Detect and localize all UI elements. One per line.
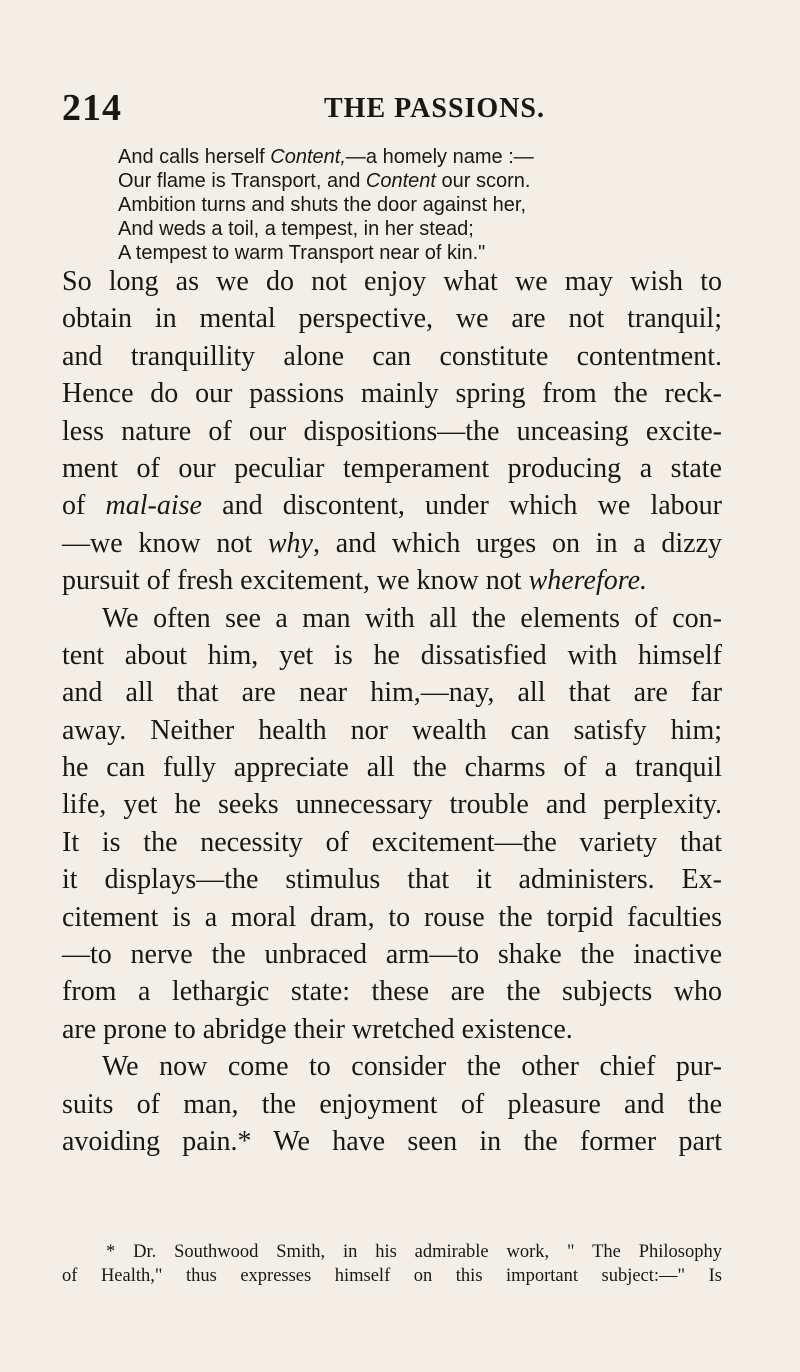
text-run: So long as we do not enjoy what we may wish to: [62, 266, 722, 297]
text-line: [62, 1048, 722, 1085]
italic-text: Content,: [270, 146, 346, 168]
text-run: he can fully appreciate all the charms of a tranquil: [62, 752, 722, 784]
text-run: ment of our peculiar temperament producing a state: [62, 452, 722, 484]
verse-line: [118, 193, 758, 217]
text-line: [62, 525, 722, 562]
italic-text: why: [267, 527, 313, 559]
footnote-line: [62, 1264, 722, 1288]
italic-text: wherefore.: [528, 565, 648, 597]
text-run: suits of man, the enjoyment of pleasure and the: [62, 1088, 722, 1120]
text-run: it displays—the stimulus that it administers. Ex-: [62, 864, 722, 896]
text-line: [62, 637, 722, 674]
verse-line: [118, 145, 758, 169]
text-run: and all that are near him,—nay, all that are far: [62, 677, 722, 709]
text-line: [62, 861, 722, 898]
text-line: [62, 973, 722, 1010]
text-run: from a lethargic state: these are the subjects who: [62, 976, 722, 1008]
text-run: It is the necessity of excitement—the variety that: [62, 826, 722, 858]
text-run: And weds a toil, a tempest, in her stead;: [118, 218, 474, 240]
page-number: 214: [62, 87, 122, 129]
text-line: [62, 899, 722, 936]
text-run: pursuit of fresh excitement, we know not: [62, 565, 529, 597]
text-line: [62, 487, 722, 524]
verse-line: [118, 241, 758, 265]
text-line: [62, 1086, 722, 1123]
text-run: * Dr. Southwood Smith, in his admirable work, " The Philosophy: [106, 1242, 722, 1262]
text-run: We often see a man with all the elements of con-: [102, 602, 722, 634]
text-run: Hence do our passions mainly spring from the reck-: [62, 378, 722, 410]
text-line: [62, 712, 722, 749]
text-run: Ambition turns and shuts the door against her,: [118, 194, 527, 216]
footnote: [62, 1240, 722, 1288]
text-run: our scorn.: [435, 170, 531, 192]
verse-line: [118, 217, 758, 241]
text-run: —to nerve the unbraced arm—to shake the inactive: [62, 939, 722, 971]
text-line: [62, 936, 722, 973]
text-run: , and which urges on in a dizzy: [312, 527, 722, 559]
page-header: [62, 86, 722, 129]
text-run: Our flame is Transport, and: [118, 170, 366, 192]
verse-line: [118, 169, 758, 193]
text-line: [62, 450, 722, 487]
text-run: less nature of our dispositions—the unceasing excite-: [62, 415, 722, 447]
footnote-line: [62, 1240, 722, 1264]
text-run: obtain in mental perspective, we are not tranquil;: [62, 303, 722, 335]
text-run: citement is a moral dram, to rouse the torpid faculties: [62, 901, 722, 933]
text-run: tent about him, yet is he dissatisfied with himself: [62, 639, 722, 671]
text-line: [62, 749, 722, 786]
italic-text: Content: [365, 170, 436, 192]
text-run: life, yet he seeks unnecessary trouble and perplexity.: [62, 789, 722, 821]
text-line: [62, 300, 722, 337]
body-text: [62, 263, 722, 1160]
text-run: away. Neither health nor wealth can satisfy him;: [62, 714, 722, 746]
text-run: and tranquillity alone can constitute contentment.: [62, 340, 722, 372]
text-line: [62, 375, 722, 412]
text-line: [62, 600, 722, 637]
text-line: [62, 824, 722, 861]
running-title: THE PASSIONS.: [324, 93, 545, 124]
text-run: And calls herself: [118, 146, 271, 168]
text-line: [62, 1011, 722, 1048]
text-line: [62, 1123, 722, 1160]
text-line: [62, 674, 722, 711]
text-line: [62, 338, 722, 375]
text-run: avoiding pain.* We have seen in the former part: [62, 1125, 722, 1157]
text-run: of Health," thus expresses himself on this important subject:—" Is: [62, 1266, 722, 1286]
text-line: [62, 786, 722, 823]
italic-text: mal-aise: [105, 490, 202, 522]
verse-quotation: [118, 145, 758, 265]
text-line: [62, 562, 722, 599]
text-run: and discontent, under which we labour: [201, 490, 722, 522]
text-run: A tempest to warm Transport near of kin.": [118, 242, 486, 264]
text-line: [62, 263, 722, 300]
text-run: are prone to abridge their wretched existence.: [62, 1013, 573, 1045]
text-run: —a homely name :—: [345, 146, 534, 168]
text-run: We now come to consider the other chief pur-: [102, 1051, 722, 1083]
text-run: —we know not: [62, 527, 268, 559]
text-line: [62, 413, 722, 450]
text-run: of: [62, 490, 106, 522]
